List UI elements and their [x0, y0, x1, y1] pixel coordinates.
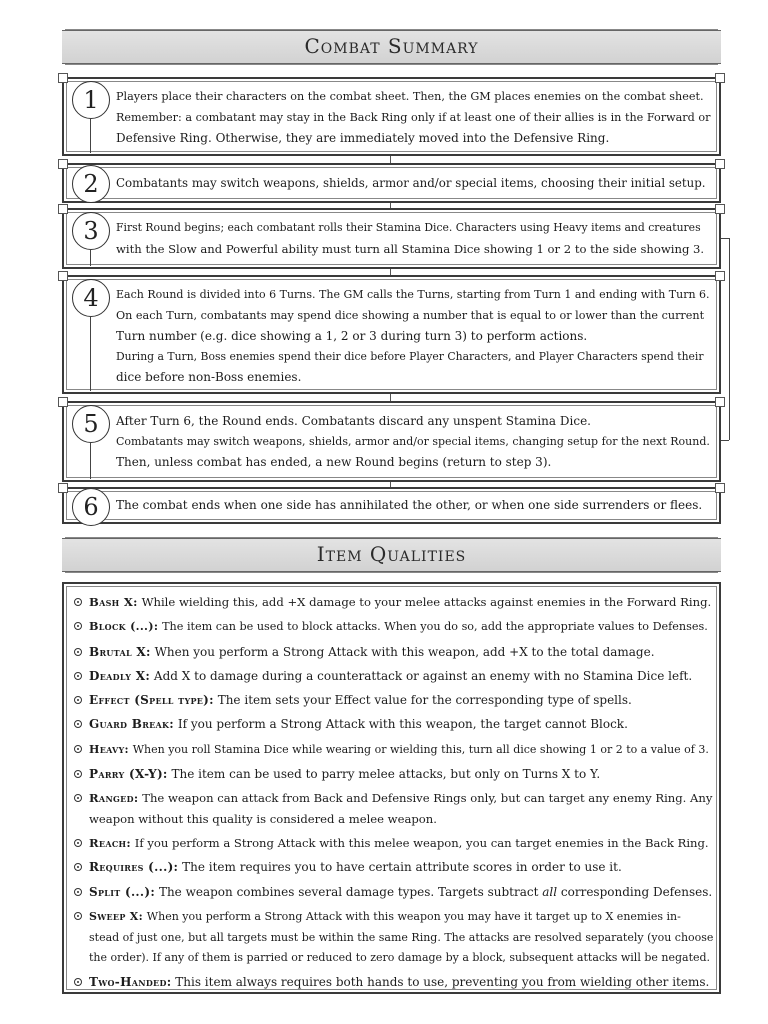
step-3-box	[62, 208, 721, 269]
step-number: 3	[72, 212, 110, 250]
quality-description-end: corresponding Defenses.	[560, 884, 713, 899]
quality-term: Split (...):	[89, 884, 156, 899]
emphasis-text: all	[542, 884, 558, 899]
step-1-box	[62, 77, 721, 156]
quality-term: Ranged:	[89, 791, 139, 806]
section-title: Item Qualities	[316, 542, 467, 566]
text-line: Remember: a combatant may stay in the Back Ring only if at least one of their allies is in the Forward or	[116, 110, 711, 124]
list-item	[72, 833, 713, 854]
list-item	[72, 666, 713, 687]
bullet-icon	[74, 720, 82, 728]
bullet-icon	[74, 978, 82, 986]
quality-term: Bash X:	[89, 595, 138, 609]
step-text	[116, 218, 711, 259]
quality-description: If you perform a Strong Attack with this weapon, the target cannot Block.	[177, 717, 628, 732]
quality-description: The weapon can attack from Back and Defensive Rings only, but can target any enemy Ring. Any	[142, 791, 713, 806]
loop-bracket-bottom	[721, 440, 729, 441]
text-line: Then, unless combat has ended, a new Round begins (return to step 3).	[116, 455, 552, 469]
step-rule	[90, 250, 91, 266]
bullet-icon	[74, 839, 82, 847]
step-number: 1	[72, 81, 110, 119]
text-line: dice before non-Boss enemies.	[116, 370, 302, 384]
bullet-icon	[74, 863, 82, 871]
quality-term: Reach:	[89, 836, 131, 851]
quality-description-line: weapon without this quality is considered a melee weapon.	[89, 811, 437, 826]
step-number: 6	[72, 488, 110, 526]
text-line: Each Round is divided into 6 Turns. The GM calls the Turns, starting from Turn 1 and ending with Turn 6.	[116, 288, 710, 301]
bullet-icon	[74, 672, 82, 680]
loop-bracket-top	[721, 238, 729, 239]
quality-term: Guard Break:	[89, 717, 175, 732]
quality-description: This item always requires both hands to use, preventing you from wielding other items.	[175, 975, 710, 990]
list-item	[72, 882, 713, 903]
bullet-icon	[74, 622, 82, 630]
quality-term: Effect (Spell type):	[89, 693, 214, 708]
quality-description: The item can be used to block attacks. When you do so, add the appropriate values to Defenses.	[162, 620, 708, 634]
list-item	[72, 906, 713, 969]
list-item	[72, 616, 713, 638]
step-5-box	[62, 401, 721, 482]
bullet-icon	[74, 598, 82, 606]
quality-term: Deadly X:	[89, 668, 151, 683]
item-qualities-banner	[62, 538, 721, 572]
step-text	[116, 87, 711, 149]
list-item	[72, 690, 713, 711]
quality-term: Parry (X-Y):	[89, 767, 168, 782]
quality-description: If you perform a Strong Attack with this melee weapon, you can target enemies in the Back Ring.	[134, 836, 709, 851]
list-item	[72, 642, 713, 663]
step-2-box	[62, 163, 721, 203]
quality-term: Block (...):	[89, 619, 159, 634]
bullet-icon	[74, 696, 82, 704]
list-item	[72, 972, 713, 993]
list-item	[72, 764, 713, 785]
bullet-icon	[74, 794, 82, 802]
bullet-icon	[74, 648, 82, 656]
list-item	[72, 788, 713, 829]
list-item	[72, 592, 713, 613]
step-rule	[90, 443, 91, 479]
quality-term: Heavy:	[89, 742, 129, 756]
quality-description: The item sets your Effect value for the corresponding type of spells.	[217, 693, 632, 708]
list-item	[72, 857, 713, 878]
list-item	[72, 739, 713, 761]
loop-bracket-vertical	[729, 238, 730, 440]
text-line: Turn number (e.g. dice showing a 1, 2 or 3 during turn 3) to perform actions.	[116, 329, 588, 343]
quality-term: Requires (...):	[89, 860, 179, 875]
text-line: Combatants may switch weapons, shields, armor and/or special items, changing setup for the next Round.	[116, 434, 710, 448]
bullet-icon	[74, 770, 82, 778]
quality-description: When you perform a Strong Attack with this weapon, add +X to the total damage.	[154, 644, 655, 659]
item-qualities-box	[62, 582, 721, 994]
quality-description: The weapon combines several damage types. Targets subtract	[158, 884, 539, 899]
text-line: Defensive Ring. Otherwise, they are immediately moved into the Defensive Ring.	[116, 131, 610, 145]
step-rule	[90, 119, 91, 153]
text-line: During a Turn, Boss enemies spend their dice before Player Characters, and Player Characters spend their	[116, 349, 704, 363]
step-number: 4	[72, 279, 110, 317]
step-number: 5	[72, 405, 110, 443]
text-line: Players place their characters on the combat sheet. Then, the GM places enemies on the combat sheet.	[116, 90, 704, 103]
section-title: Combat Summary	[304, 34, 479, 58]
step-text	[116, 495, 711, 516]
quality-description: Add X to damage during a counterattack or against an enemy with no Stamina Dice left.	[153, 668, 693, 683]
list-item	[72, 714, 713, 735]
item-qualities-list	[72, 592, 713, 997]
step-6-box	[62, 487, 721, 524]
quality-description: When you roll Stamina Dice while wearing or wielding this, turn all dice showing 1 or 2 to a value of 3.	[132, 742, 709, 756]
quality-description-line: stead of just one, but all targets must be within the same Ring. The attacks are resolved separately (you choose	[89, 930, 714, 944]
step-rule	[90, 317, 91, 391]
bullet-icon	[74, 745, 82, 753]
bullet-icon	[74, 912, 82, 920]
quality-description-line: the order). If any of them is parried or reduced to zero damage by a block, subsequent attacks will be negated.	[89, 951, 711, 965]
text-line: On each Turn, combatants may spend dice showing a number that is equal to or lower than the current	[116, 308, 705, 322]
text-line: After Turn 6, the Round ends. Combatants discard any unspent Stamina Dice.	[116, 414, 591, 428]
text-line: The combat ends when one side has annihilated the other, or when one side surrenders or flees.	[116, 498, 703, 512]
step-text	[116, 173, 711, 194]
bullet-icon	[74, 888, 82, 896]
quality-term: Brutal X:	[89, 644, 151, 659]
quality-description: When you perform a Strong Attack with this weapon you may have it target up to X enemies in-	[146, 910, 681, 924]
step-number: 2	[72, 165, 110, 203]
step-text	[116, 285, 711, 388]
text-line: Combatants may switch weapons, shields, armor and/or special items, choosing their initial setup.	[116, 176, 706, 190]
quality-term: Sweep X:	[89, 910, 143, 924]
text-line: with the Slow and Powerful ability must turn all Stamina Dice showing 1 or 2 to the side showing 3.	[116, 241, 705, 256]
combat-summary-banner	[62, 30, 721, 64]
quality-description: The item can be used to parry melee attacks, but only on Turns X to Y.	[171, 767, 601, 782]
text-line: First Round begins; each combatant rolls their Stamina Dice. Characters using Heavy items and creatures	[116, 221, 701, 234]
step-4-box	[62, 275, 721, 394]
quality-term: Two-Handed:	[89, 975, 172, 990]
quality-description: The item requires you to have certain attribute scores in order to use it.	[182, 860, 622, 875]
quality-description: While wielding this, add +X damage to your melee attacks against enemies in the Forward Ring.	[141, 595, 712, 609]
step-text	[116, 411, 711, 473]
